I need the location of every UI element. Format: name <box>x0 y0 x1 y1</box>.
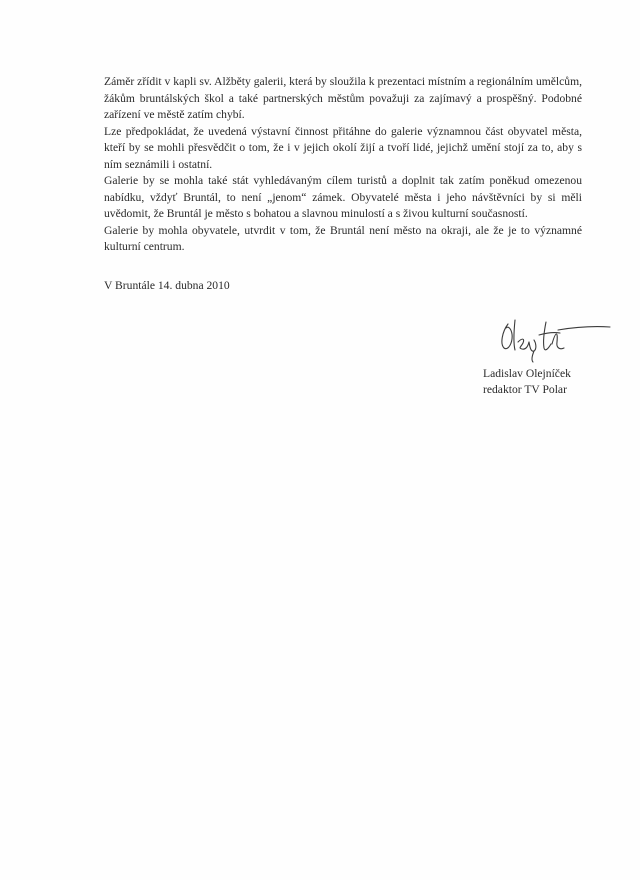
letter-paragraph: Galerie by mohla obyvatele, utvrdit v tom, že Bruntál není město na okraji, ale že je to významné kulturní centrum. <box>104 223 582 253</box>
letter-paragraph: Lze předpokládat, že uvedená výstavní činnost přitáhne do galerie významnou část obyvatel města, kteří by se mohli přesvědčit o tom, že i v jejich okolí žijí a tvoří lidé, jejichž umění stojí za to, aby s ním seznámili i ostatní. <box>104 124 582 171</box>
signer-name: Ladislav Olejníček <box>483 367 571 380</box>
letter-paragraph: Galerie by se mohla také stát vyhledávaným cílem turistů a doplnit tak zatím poněkud omezenou nabídku, vždyť Bruntál, to není „jenom“ zámek. Obyvatelé města i jeho návštěvníci by si měli uvědomit, že Bruntál je město s bohatou a slavnou minulostí a s živou kulturní současností. <box>104 174 582 220</box>
signer-block <box>483 366 571 397</box>
handwritten-signature <box>496 318 612 364</box>
signer-title: redaktor TV Polar <box>483 382 567 396</box>
letter-date-line: V Bruntále 14. dubna 2010 <box>104 279 230 292</box>
letter-paragraph: Záměr zřídit v kapli sv. Alžběty galerii, která by sloužila k prezentaci místním a regionálním umělcům, žákům bruntálských škol a také partnerských městům považuji za zajímavý a prospěšný. Podobné zařízení ve městě zatím chybí. <box>104 75 582 121</box>
letter-body <box>104 74 582 256</box>
